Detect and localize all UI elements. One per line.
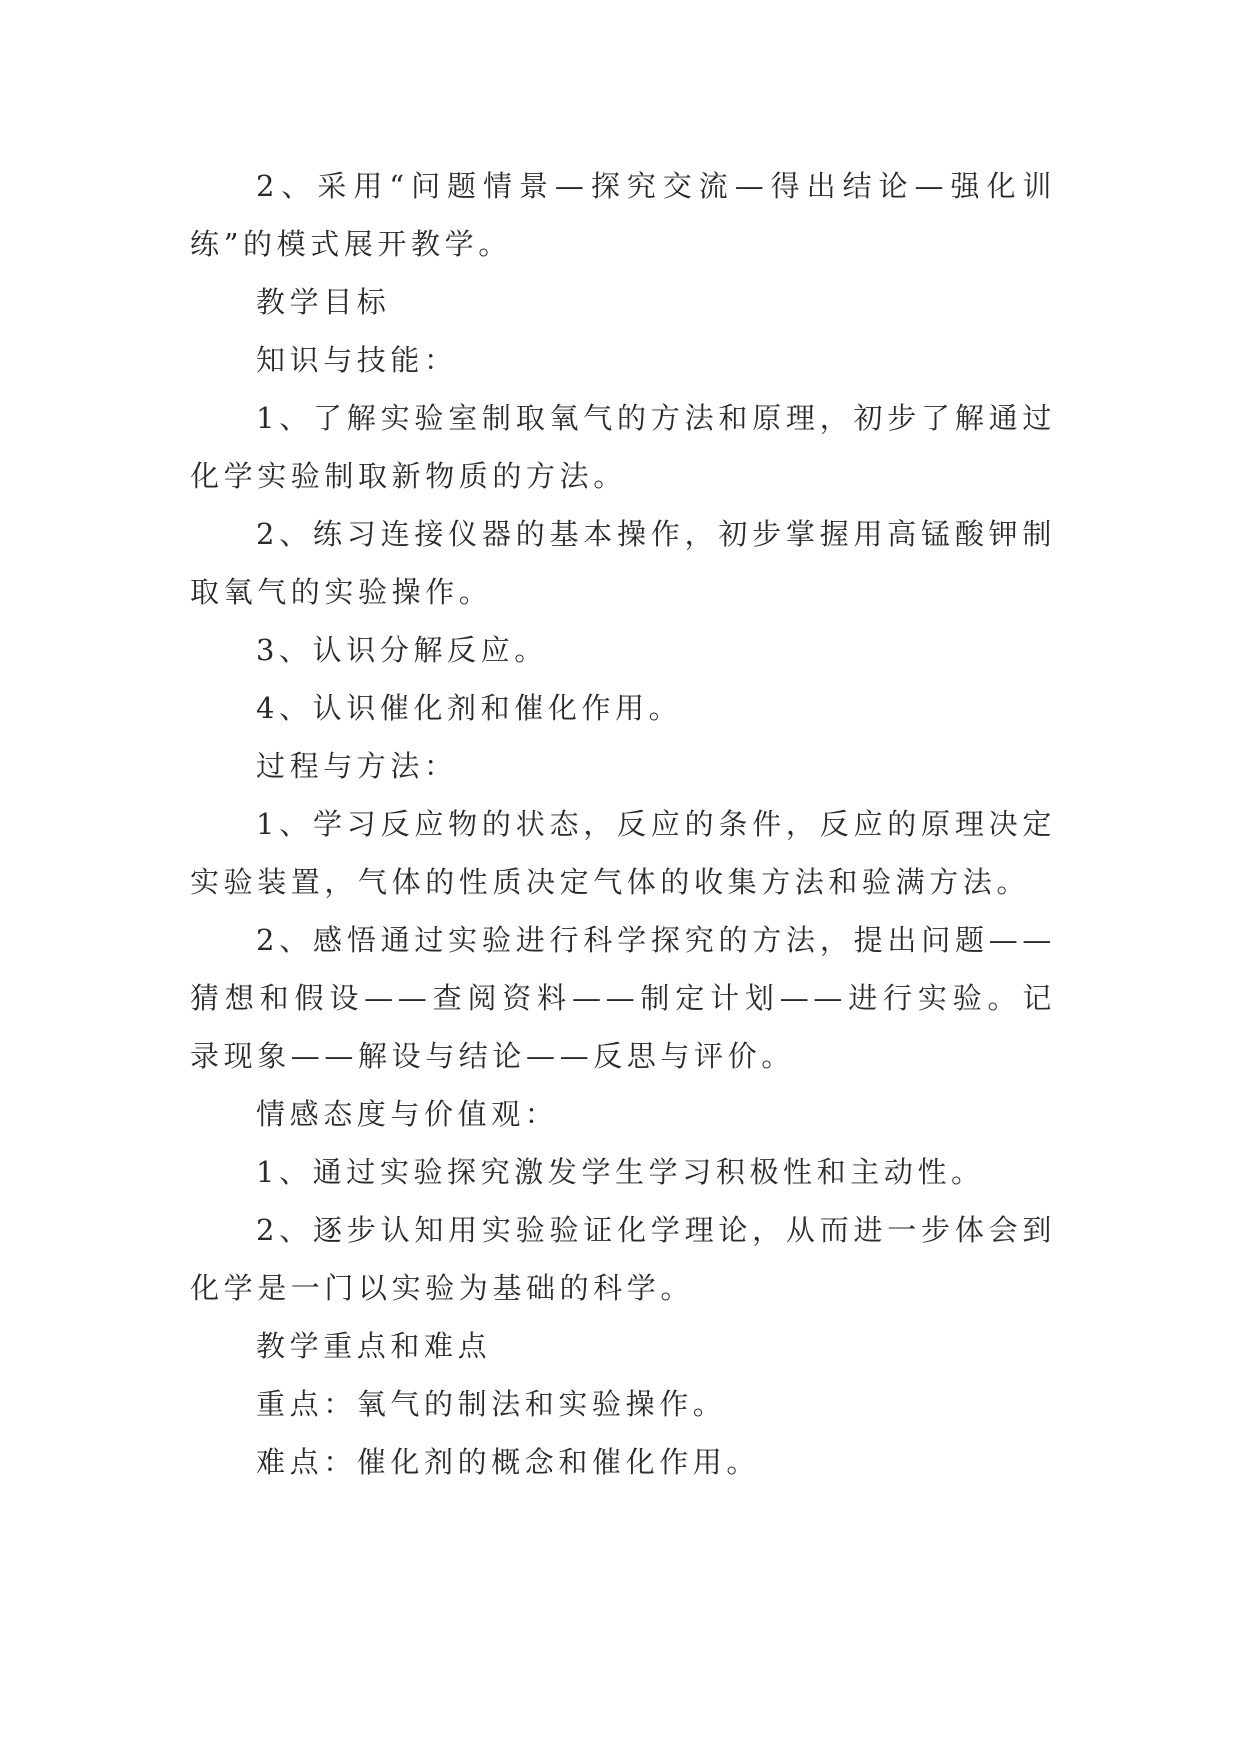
paragraph-process-1: 1、学习反应物的状态，反应的条件，反应的原理决定实验装置，气体的性质决定气体的收集方法和验满方法。 [190,807,1056,899]
paragraph-difficult-point: 难点：催化剂的概念和催化作用。 [256,1445,761,1479]
paragraph-key-point: 重点：氧气的制法和实验操作。 [256,1387,727,1421]
document-page [190,157,1056,1491]
heading-knowledge-skills: 知识与技能： [256,343,458,377]
paragraph-knowledge-1: 1、了解实验室制取氧气的方法和原理，初步了解通过化学实验制取新物质的方法。 [190,401,1056,493]
paragraph-knowledge-2: 2、练习连接仪器的基本操作，初步掌握用高锰酸钾制取氧气的实验操作。 [190,517,1056,609]
paragraph-knowledge-4: 4、认识催化剂和催化作用。 [256,691,683,725]
paragraph-emotion-2: 2、逐步认知用实验验证化学理论，从而进一步体会到化学是一门以实验为基础的科学。 [190,1213,1056,1305]
paragraph-teaching-mode: 2、采用“问题情景—探究交流—得出结论—强化训练”的模式展开教学。 [190,169,1056,261]
heading-key-difficult-points: 教学重点和难点 [256,1329,492,1363]
heading-teaching-goals: 教学目标 [256,285,391,319]
paragraph-emotion-1: 1、通过实验探究激发学生学习积极性和主动性。 [256,1155,985,1189]
heading-emotion-values: 情感态度与价值观： [256,1097,559,1131]
heading-process-methods: 过程与方法： [256,749,458,783]
paragraph-process-2: 2、感悟通过实验进行科学探究的方法，提出问题——猜想和假设——查阅资料——制定计划——进行实验。记录现象——解设与结论——反思与评价。 [190,923,1056,1073]
paragraph-knowledge-3: 3、认识分解反应。 [256,633,548,667]
